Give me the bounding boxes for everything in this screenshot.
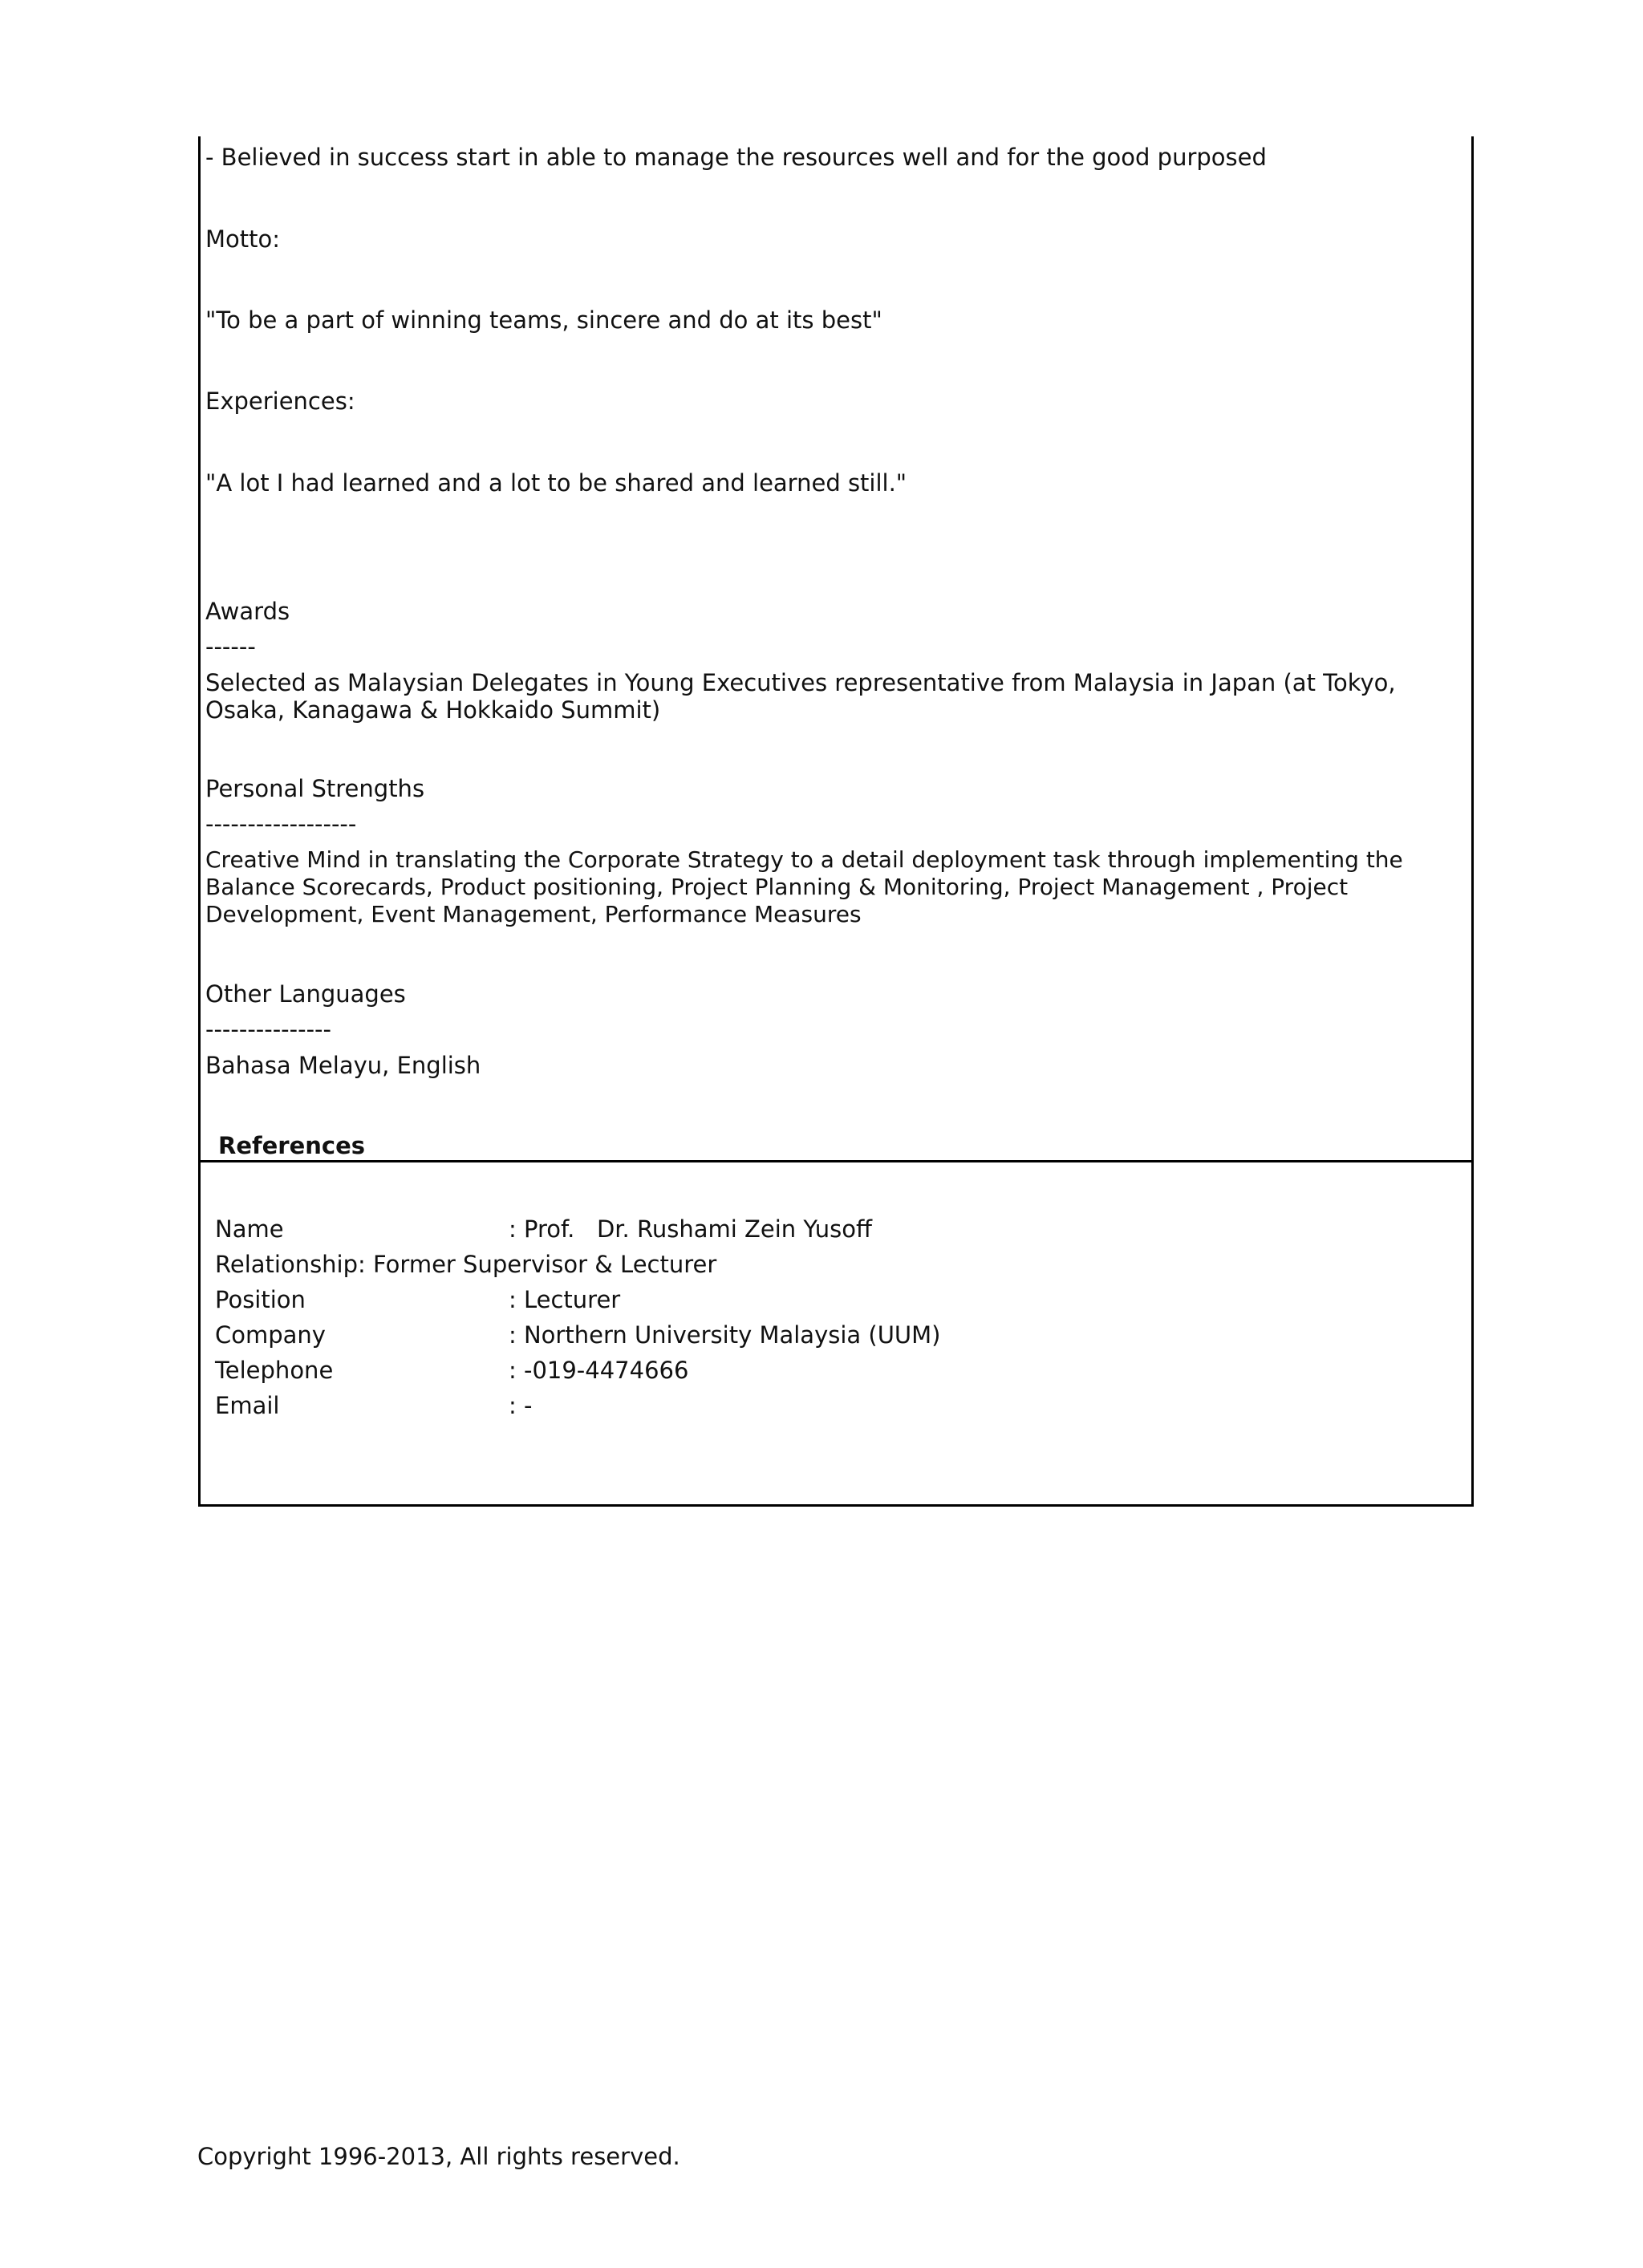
references-heading: References: [218, 1132, 366, 1159]
reference-position-value: : Lecturer: [509, 1286, 621, 1313]
reference-telephone-label: Telephone: [215, 1357, 334, 1384]
strengths-text: Creative Mind in translating the Corporate Strategy to a detail deployment task through implementing the Balance Scorecards, Product positioning, Project Planning & Monitoring, Project Management , Project Development, Event Management, Performance Measures: [205, 846, 1403, 927]
experiences-label: Experiences:: [205, 387, 355, 415]
belief-statement: - Believed in success start in able to manage the resources well and for the good purposed: [205, 144, 1267, 171]
reference-company-label: Company: [215, 1321, 326, 1349]
reference-relationship: Relationship: Former Supervisor & Lecturer: [215, 1251, 717, 1278]
awards-divider: ------: [205, 633, 256, 660]
frame-left-border: [198, 136, 201, 1507]
reference-name-value: : Prof. Dr. Rushami Zein Yusoff: [509, 1215, 872, 1243]
awards-label: Awards: [205, 598, 290, 625]
reference-name-label: Name: [215, 1215, 284, 1243]
frame-right-border: [1471, 136, 1474, 1507]
motto-text: "To be a part of winning teams, sincere and do at its best": [205, 306, 882, 334]
reference-email-label: Email: [215, 1392, 280, 1419]
awards-text: Selected as Malaysian Delegates in Young Executives representative from Malaysia in Japan (at Tokyo, Osaka, Kanagawa & Hokkaido Summit): [205, 669, 1396, 724]
reference-email-value: : -: [509, 1392, 533, 1419]
references-divider: [198, 1160, 1474, 1162]
languages-label: Other Languages: [205, 980, 406, 1008]
languages-text: Bahasa Melayu, English: [205, 1052, 481, 1079]
reference-position-label: Position: [215, 1286, 306, 1313]
languages-divider: ---------------: [205, 1016, 331, 1043]
copyright-footer: Copyright 1996-2013, All rights reserved.: [197, 2143, 680, 2170]
strengths-label: Personal Strengths: [205, 775, 425, 802]
reference-company-value: : Northern University Malaysia (UUM): [509, 1321, 941, 1349]
frame-bottom-border: [198, 1504, 1474, 1507]
experiences-text: "A lot I had learned and a lot to be shared and learned still.": [205, 469, 907, 497]
strengths-divider: ------------------: [205, 810, 357, 838]
motto-label: Motto:: [205, 225, 281, 253]
reference-telephone-value: : -019-4474666: [509, 1357, 689, 1384]
